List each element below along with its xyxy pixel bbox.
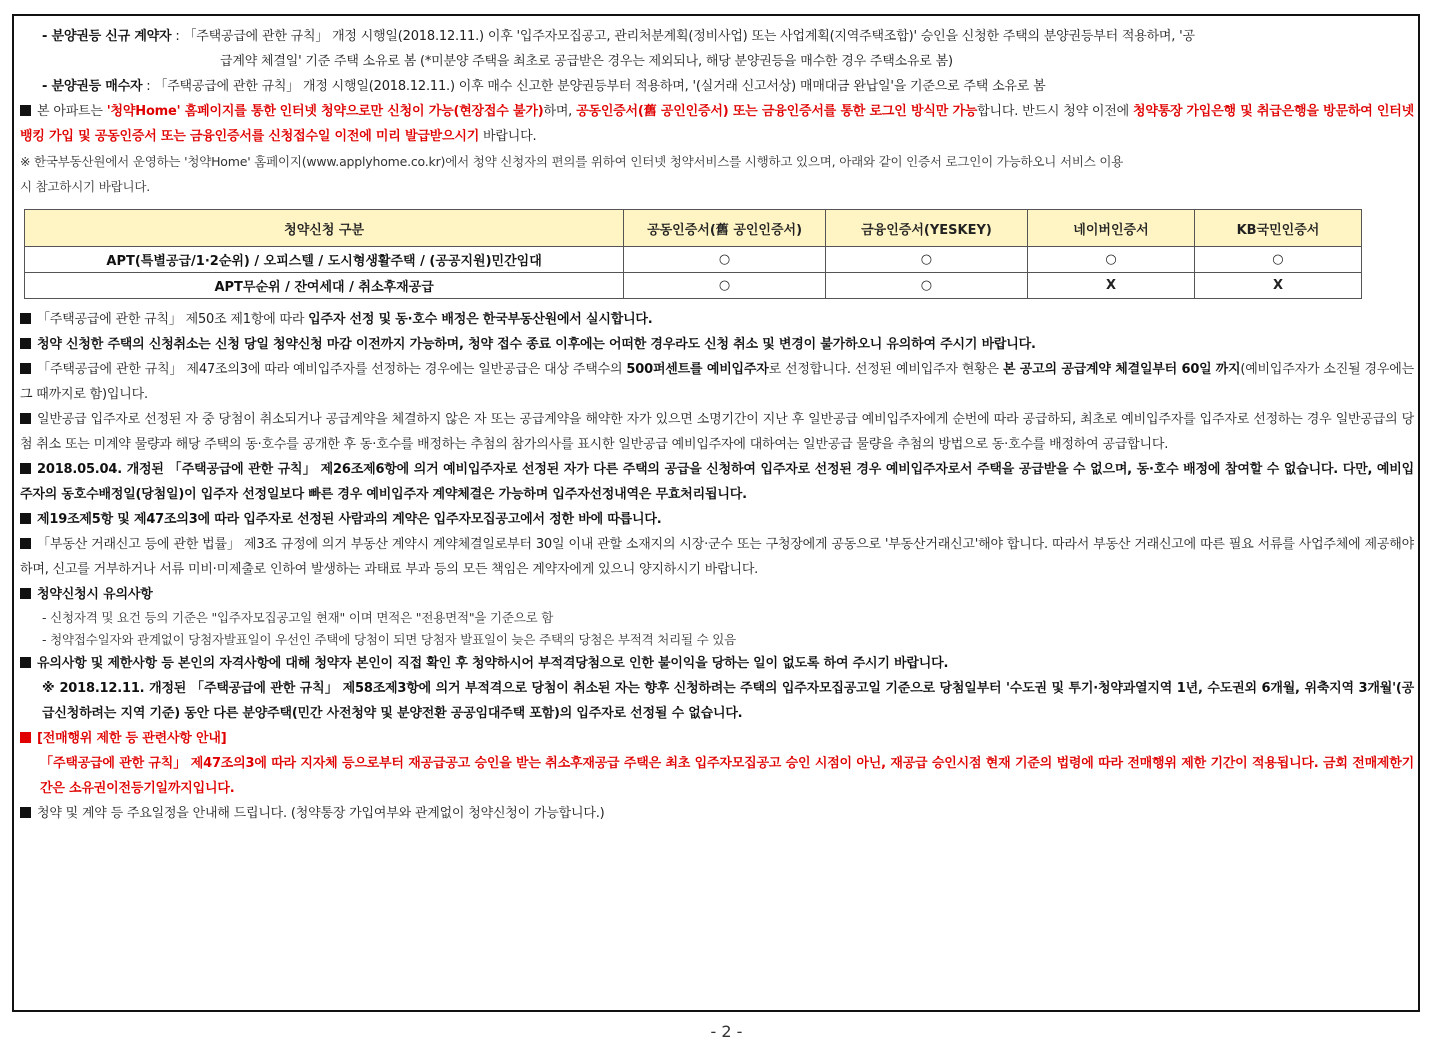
page-number: - 2 -: [710, 1022, 743, 1041]
bullet-icon: [20, 807, 31, 818]
notice-p8-sub1: [20, 607, 1414, 629]
table-header-cell: KB국민인증서: [1194, 210, 1361, 247]
notice-p10-body: [20, 751, 1414, 801]
table-cell: ○: [624, 247, 826, 273]
certificate-table: [24, 209, 1362, 299]
online-g: 합니다. 반드시 청약 이전에: [977, 104, 1133, 119]
p11-a: 청약 및 계약 등 주요일정을 안내해 드립니다. (청약통장 가입여부와 관계없이 청약신청이 가능합니다.): [37, 806, 605, 821]
table-cell: ○: [825, 247, 1027, 273]
bullet-icon: [20, 313, 31, 324]
notice-p8-title: [20, 582, 1414, 607]
p3-c: 로 선정합니다. 선정된 예비입주자 현황은: [768, 362, 1003, 377]
p4-a: 일반공급 입주자로 선정된 자 중 당첨이 취소되거나 공급계약을 체결하지 않은 자 또는 공급계약을 해약한 자가 있으면 소명기간이 지난 후 일반공급 예비입주자에게 순번에 따라 공급하되, 최초로 예비입주자를 입주자로 선정하는 경우 일반공급의 당첨 취소 또는 미계약 물량과 해당 주택의 동·호수를 공개한 후 동·호수를 배정하는 추첨의 참가의사를 표시한 일반공급 예비입주자에 대하여는 일반공급 물량을 추첨의 방법으로 동·호수를 배정하여 공급합니다.: [20, 412, 1414, 452]
p3-b: 500퍼센트를 예비입주자: [626, 362, 769, 377]
online-f: 공동인증서(舊 공인인증서) 또는 금융인증서를 통한 로그인 방식만 가능: [576, 104, 978, 119]
notice-p1: [20, 307, 1414, 332]
online-e: 하며,: [543, 104, 577, 119]
table-cell: ○: [1194, 247, 1361, 273]
online-h: 청약통장: [1132, 104, 1183, 119]
intro-line-1-cont: [20, 49, 1414, 74]
bullet-icon: [20, 588, 31, 599]
table-cell: ○: [624, 273, 826, 299]
notice-p11: [20, 801, 1414, 826]
p3-f: (예비입주자가 소진될 경우에는 그 때까지로 함)입니다.: [20, 362, 1414, 402]
p9-note: ※ 2018.12.11. 개정된 「주택공급에 관한 규칙」 제58조제3항에 의거 부적격으로 당첨이 취소된 자는 향후 신청하려는 주택의 입주자모집공고일 기준으로 당첨일부터 '수도권 및 투기·청약과열지역 1년, 수도권외 6개월, 위축지역 3개월'(공급신청하려는 지역 기준) 동안 다른 분양주택(민간 사전청약 및 분양전환 공공임대주택 포함)의 입주자로 선정될 수 없습니다.: [42, 681, 1414, 721]
row-label: APT무순위 / 잔여세대 / 취소후재공급: [25, 273, 624, 299]
new-contractor-text: : 「주택공급에 관한 규칙」 개정 시행일(2018.12.11.) 이후 '입주자모집공고, 관리처분계획(정비사업) 또는 사업계획(지역주택조합)' 승인을 신청한 주택의 분양권등부터 적용하며, '공: [171, 29, 1195, 44]
online-j: 바랍니다.: [479, 129, 537, 144]
p8-s2: - 청약접수일자와 관계없이 당첨자발표일이 우선인 주택에 당첨이 되면 당첨자 발표일이 늦은 주택의 당첨은 부적격 처리될 수 있음: [42, 632, 737, 647]
notice-p7: [20, 532, 1414, 582]
bullet-icon: [20, 538, 31, 549]
bullet-icon: [20, 463, 31, 474]
table-header-cell: 청약신청 구분: [25, 210, 624, 247]
p6-a: 제19조제5항 및 제47조의3에 따라 입주자로 선정된 사람과의 계약은 입주자모집공고에서 정한 바에 따릅니다.: [37, 512, 662, 527]
bullet-icon: [20, 338, 31, 349]
intro-line-1: [20, 24, 1414, 49]
table-header-cell: 공동인증서(舊 공인인증서): [624, 210, 826, 247]
row-label: APT(특별공급/1·2순위) / 오피스텔 / 도시형생활주택 / (공공지원)민간임대: [25, 247, 624, 273]
online-note-text-2: 시 참고하시기 바랍니다.: [20, 179, 151, 194]
p7-a: 「부동산 거래신고 등에 관한 법률」 제3조 규정에 의거 부동산 계약시 계약체결일로부터 30일 이내 관할 소재지의 시장·군수 또는 구청장에게 공동으로 '부동산거래신고'해야 합니다. 따라서 부동산 거래신고에 따른 필요 서류를 사업주체에 제공해야 하며, 신고를 거부하거나 서류 미비·미제출로 인하여 발생하는 과태료 부과 등의 모든 책임은 계약자에게 있으니 양지하시기 바랍니다.: [20, 537, 1414, 577]
intro-line-2: [20, 74, 1414, 99]
p9-a: 유의사항 및 제한사항 등 본인의 자격사항에 대해 청약자 본인이 직접 확인 후 청약하시어 부적격당첨으로 인한 불이익을 당하는 일이 없도록 하여 주시기 바랍니다.: [37, 656, 949, 671]
p10-title: [전매행위 제한 등 관련사항 안내]: [37, 731, 227, 746]
p3-e: 까지: [1215, 362, 1241, 377]
new-contractor-label: - 분양권등 신규 계약자: [42, 29, 172, 44]
buyer-label: - 분양권등 매수자: [42, 79, 143, 94]
table-cell: ○: [825, 273, 1027, 299]
p5-a: 2018.05.04. 개정된 「주택공급에 관한 규칙」 제26조제6항에 의거 예비입주자로 선정된 자가 다른 주택의 공급을 신청하여 입주자로 선정된 경우 예비입주자로서 주택을 공급받을 수 없으며, 동·호수 배정에 참여할 수 없습니다. 다만, 예비입주자의 동호수배정일(당첨일)이 입주자 선정일보다 빠른 경우 예비입주자 계약체결은 가능하며 입주자선정내역은 무효처리됩니다.: [20, 462, 1414, 502]
p3-a: 「주택공급에 관한 규칙」 제47조의3에 따라 예비입주자를 선정하는 경우에는 일반공급은 대상 주택수의: [37, 362, 627, 377]
online-notice: [20, 99, 1414, 149]
online-note-text: ※ 한국부동산원에서 운영하는 '청약Home' 홈페이지(www.applyhome.co.kr)에서 청약 신청자의 편의를 위하여 인터넷 청약서비스를 시행하고 있으며, 아래와 같이 인증서 로그인이 가능하오니 서비스 이용: [20, 154, 1124, 169]
notice-p5: [20, 457, 1414, 507]
new-contractor-text-cont: 급계약 체결일' 기준 주택 소유로 봄 (*미분양 주택을 최초로 공급받은 경우는 제외되나, 해당 분양권등을 매수한 경우 주택소유로 봄): [220, 54, 953, 69]
bullet-icon: [20, 657, 31, 668]
online-note-1: [20, 149, 1414, 174]
notice-p9: [20, 651, 1414, 676]
p1-a: 「주택공급에 관한 규칙」 제50조 제1항에 따라: [37, 312, 309, 327]
notice-p2: [20, 332, 1414, 357]
table-header-row: [25, 210, 1362, 247]
table-header-cell: 금융인증서(YESKEY): [825, 210, 1027, 247]
p1-b: 입주자 선정 및 동·호수 배정은 한국부동산원에서 실시합니다.: [308, 312, 653, 327]
table-cell: ○: [1028, 247, 1195, 273]
p8-s1: - 신청자격 및 요건 등의 기준은 "입주자모집공고일 현재" 이며 면적은 "전용면적"을 기준으로 함: [42, 610, 554, 625]
online-b: '청약Home' 홈페이지를 통한: [106, 104, 276, 119]
table-row: [25, 247, 1362, 273]
table-cell: X: [1194, 273, 1361, 299]
bullet-icon: [20, 363, 31, 374]
p10-body: 「주택공급에 관한 규칙」 제47조의3에 따라 지자체 등으로부터 재공급공고 승인을 받는 취소후재공급 주택은 최초 입주자모집공고 승인 시점이 아닌, 재공급 승인시점 현재 기준의 법령에 따라 전매행위 제한 기간이 적용됩니다. 금회 전매제한기간은 소유권이전등기일까지입니다.: [40, 756, 1414, 796]
notice-p8-sub2: [20, 629, 1414, 651]
online-i: 가입은행 및 취급은행을 방문하여 인터넷뱅킹 가입 및 공동인증서 또는 금융인증서를 신청접수일 이전에 미리 발급받으시기: [20, 104, 1415, 144]
bullet-icon: [20, 513, 31, 524]
p2-a: 청약 신청한 주택의 신청취소는 신청 당일 청약신청 마감 이전까지 가능하며, 청약 접수 종료 이후에는 어떠한 경우라도 신청 취소 및 변경이 불가하오니 유의하여 주시기 바랍니다.: [37, 337, 1036, 352]
table-header-cell: 네이버인증서: [1028, 210, 1195, 247]
notice-p6: [20, 507, 1414, 532]
p8-title: 청약신청시 유의사항: [37, 587, 153, 602]
online-note-2: [20, 174, 1414, 199]
buyer-text: : 「주택공급에 관한 규칙」 개정 시행일(2018.12.11.) 이후 매수 신고한 분양권등부터 적용하며, '(실거래 신고서상) 매매대금 완납일'을 기준으로 주택 소유로 봄: [142, 79, 1046, 94]
table-cell: X: [1028, 273, 1195, 299]
bullet-icon: [20, 732, 31, 743]
notice-p4: [20, 407, 1414, 457]
table-row: [25, 273, 1362, 299]
online-a: 본 아파트는: [37, 104, 107, 119]
bullet-icon: [20, 413, 31, 424]
p3-d: 본 공고의 공급계약 체결일부터 60일: [1002, 362, 1212, 377]
notice-p10-title: [20, 726, 1414, 751]
notice-p9-note: [20, 676, 1414, 726]
notice-p3: [20, 357, 1414, 407]
online-d: 인터넷 청약으로만 신청이 가능(현장접수 불가): [279, 104, 544, 119]
bullet-icon: [20, 105, 31, 116]
document-body: [20, 24, 1414, 826]
